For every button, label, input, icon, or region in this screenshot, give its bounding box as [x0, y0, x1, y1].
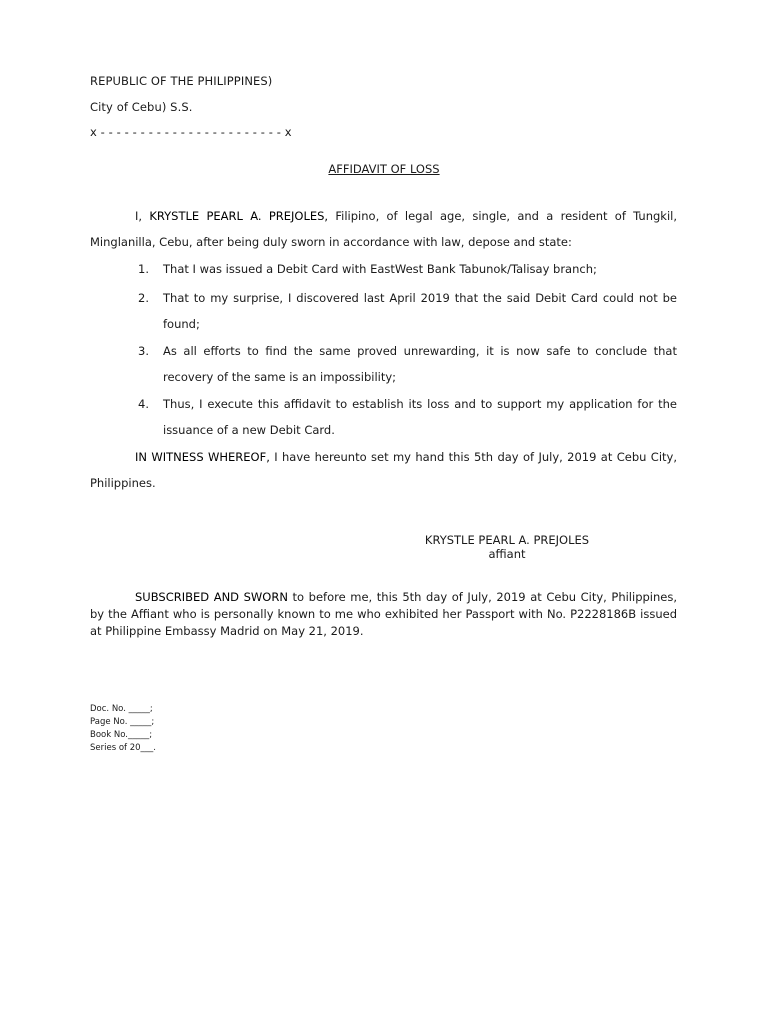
witness-text: I have hereunto set my hand this 5th day of July, 2019 at Cebu City, Philippines.	[90, 450, 677, 490]
signature-name: KRYSTLE PEARL A. PREJOLES	[424, 533, 590, 547]
intro-paragraph	[90, 203, 677, 255]
list-item	[138, 285, 677, 337]
jurat-lead: SUBSCRIBED AND SWORN	[135, 590, 288, 604]
list-item-number: 4.	[138, 397, 149, 411]
document-title: AFFIDAVIT OF LOSS	[328, 162, 440, 176]
intro-prefix: I,	[135, 209, 143, 223]
signature-block	[422, 533, 592, 561]
registry-page: Page No. _____;	[90, 717, 155, 727]
list-item-text: Thus, I execute this affidavit to establish its loss and to support my application for the issuance of a new Debit Card.	[163, 397, 677, 437]
intro-text: Filipino, of legal age, single, and a resident of Tungkil, Minglanilla, Cebu, after being duly sworn in accordance with law, depose and state:	[90, 209, 678, 249]
jurat-paragraph	[90, 589, 677, 640]
registry-series: Series of 20___.	[90, 743, 157, 753]
list-item-number: 3.	[138, 344, 149, 358]
header-city: City of Cebu) S.S.	[90, 100, 193, 114]
list-item-text: As all efforts to find the same proved unrewarding, it is now safe to conclude that recovery of the same is an impossibility;	[163, 344, 677, 384]
registry-doc: Doc. No. _____;	[90, 704, 153, 714]
witness-paragraph	[90, 444, 677, 496]
signature-role: affiant	[488, 547, 526, 561]
list-item-text: That I was issued a Debit Card with EastWest Bank Tabunok/Talisay branch;	[163, 262, 597, 276]
registry-book: Book No._____;	[90, 730, 153, 740]
list-item-number: 2.	[138, 291, 149, 305]
affiant-name-inline: KRYSTLE PEARL A. PREJOLES,	[149, 209, 329, 223]
header-republic: REPUBLIC OF THE PHILIPPINES)	[90, 74, 273, 88]
list-item-number: 1.	[138, 262, 149, 276]
list-item	[138, 338, 677, 390]
notarial-registry	[90, 703, 156, 755]
list-item	[138, 256, 677, 282]
jurat-text: to before me, this 5th day of July, 2019 at Cebu City, Philippines, by the Affiant who is personally known to me who exhibited her Passport with No. P2228186B issued at Philippine Embassy Madrid on May 21, 2019.	[90, 590, 678, 638]
list-item	[138, 391, 677, 443]
header-divider: x - - - - - - - - - - - - - - - - - - - - - - - x	[90, 125, 292, 139]
witness-lead: IN WITNESS WHEREOF,	[135, 450, 270, 464]
list-item-text: That to my surprise, I discovered last April 2019 that the said Debit Card could not be found;	[163, 291, 677, 331]
